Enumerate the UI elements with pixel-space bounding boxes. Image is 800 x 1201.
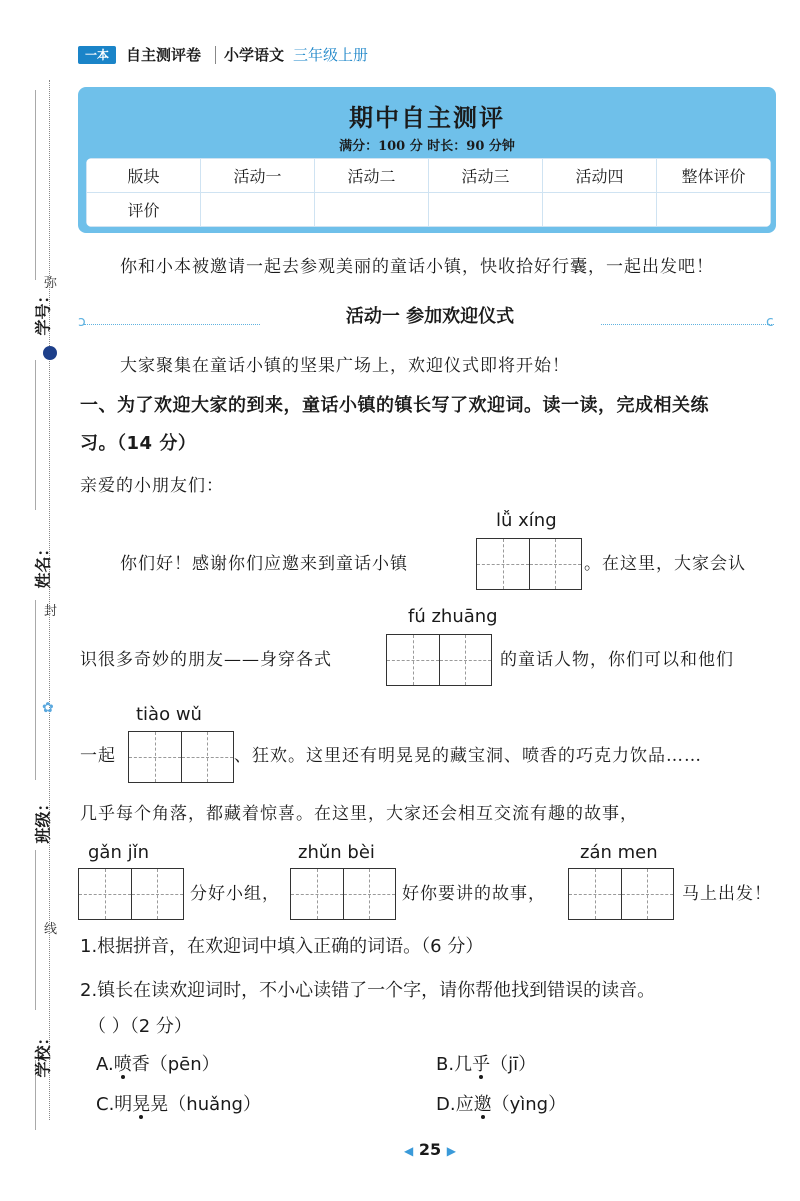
letter-text: 好你要讲的故事，	[402, 884, 546, 904]
pinyin-label: fú zhuāng	[408, 606, 498, 627]
table-header-cell: 整体评价	[657, 159, 771, 193]
answer-blank[interactable]: （ ）（2 分）	[88, 1016, 192, 1037]
score-cell[interactable]	[201, 193, 315, 227]
flower-icon: ✿	[42, 700, 54, 716]
pinyin-label: zán men	[580, 842, 658, 863]
letter-text: 分好小组，	[190, 884, 280, 904]
margin-line	[35, 850, 36, 1010]
score-cell[interactable]	[543, 193, 657, 227]
letter-text: 几乎每个角落，都藏着惊喜。在这里，大家还会相互交流有趣的故事，	[80, 804, 638, 824]
page-number-value: 25	[418, 1140, 442, 1159]
answer-box[interactable]	[568, 868, 674, 920]
brand-logo: 一本	[78, 46, 116, 64]
option-suffix: 晃（huǎng）	[150, 1094, 261, 1115]
answer-box[interactable]	[128, 731, 234, 783]
series-name: 自主测评卷	[126, 46, 202, 64]
dotted-char: 喷	[113, 1054, 132, 1075]
option-prefix: B.几	[436, 1054, 473, 1075]
answer-box[interactable]	[78, 868, 184, 920]
letter-text: 、狂欢。这里还有明晃晃的藏宝洞、喷香的巧克力饮品……	[234, 746, 702, 766]
option-b[interactable]	[436, 1052, 536, 1078]
class-label: 班级：	[33, 795, 53, 844]
letter-text: 马上出发！	[682, 884, 772, 904]
option-suffix: （jī）	[490, 1054, 537, 1075]
score-cell[interactable]	[657, 193, 771, 227]
answer-box[interactable]	[290, 868, 396, 920]
letter-text: 识很多奇妙的朋友——身穿各式	[80, 650, 332, 670]
student-name-label: 姓名：	[33, 540, 53, 589]
table-header-cell: 活动一	[201, 159, 315, 193]
subject-name: 小学语文	[224, 46, 285, 64]
answer-box[interactable]	[386, 634, 492, 686]
dotted-char: 邀	[473, 1094, 492, 1115]
sub-question-2: 2.镇长在读欢迎词时，不小心读错了一个字，请你帮他找到错误的读音。	[80, 980, 656, 1001]
margin-line	[35, 600, 36, 780]
grade-name: 三年级上册	[293, 46, 369, 64]
option-c[interactable]	[96, 1092, 261, 1118]
pinyin-label: lǚ xíng	[496, 510, 557, 531]
letter-text: 一起	[80, 746, 116, 766]
option-prefix: A.	[96, 1054, 114, 1075]
pinyin-label: gǎn jǐn	[88, 842, 149, 863]
dotted-char: 乎	[472, 1054, 491, 1075]
option-d[interactable]	[436, 1092, 566, 1118]
letter-greeting: 亲爱的小朋友们：	[80, 476, 224, 496]
table-header-cell: 版块	[87, 159, 201, 193]
option-suffix: （yìng）	[491, 1094, 567, 1115]
student-id-label: 学号：	[33, 287, 53, 336]
intro-text: 你和小本被邀请一起去参观美丽的童话小镇，快收拾好行囊，一起出发吧！	[120, 257, 714, 277]
table-header-cell: 活动三	[429, 159, 543, 193]
sub-question-1: 1.根据拼音，在欢迎词中填入正确的词语。（6 分）	[80, 936, 484, 957]
margin-line	[35, 90, 36, 280]
letter-text: 的童话人物，你们可以和他们	[500, 650, 734, 670]
letter-text: 。在这里，大家会认	[584, 554, 746, 574]
section-lead: 大家聚集在童话小镇的坚果广场上，欢迎仪式即将开始！	[120, 356, 570, 376]
prev-arrow-icon: ◀	[404, 1144, 414, 1158]
letter-text: 你们好！感谢你们应邀来到童话小镇	[120, 554, 408, 574]
answer-box[interactable]	[476, 538, 582, 590]
brand-divider	[215, 46, 216, 64]
curl-icon: c	[766, 314, 774, 330]
section-title: 活动一 参加欢迎仪式	[260, 302, 600, 328]
school-label: 学校：	[33, 1029, 53, 1078]
option-prefix: D.应	[436, 1094, 474, 1115]
seal-char: 弥	[44, 276, 58, 291]
table-row-label: 评价	[87, 193, 201, 227]
table-header-cell: 活动二	[315, 159, 429, 193]
option-suffix: 香（pēn）	[131, 1054, 220, 1075]
next-arrow-icon: ▶	[446, 1144, 456, 1158]
page-number	[380, 1140, 480, 1159]
curl-icon: ↄ	[78, 314, 86, 330]
question-1: 一、为了欢迎大家的到来，童话小镇的镇长写了欢迎词。读一读，完成相关练	[80, 395, 709, 416]
binding-hole	[43, 346, 57, 360]
score-cell[interactable]	[315, 193, 429, 227]
margin-line	[35, 360, 36, 510]
table-header-cell: 活动四	[543, 159, 657, 193]
exam-meta: 满分：100 分 时长：90 分钟	[339, 139, 515, 154]
seal-char: 封	[44, 604, 58, 619]
score-cell[interactable]	[429, 193, 543, 227]
pinyin-label: tiào wǔ	[136, 704, 202, 725]
score-table	[86, 158, 771, 227]
dotted-char: 晃	[132, 1094, 151, 1115]
option-a[interactable]	[96, 1052, 220, 1078]
exam-title: 期中自主测评	[349, 104, 505, 132]
question-1-cont: 习。（14 分）	[80, 433, 197, 454]
seal-char: 线	[44, 922, 58, 937]
option-prefix: C.明	[96, 1094, 133, 1115]
pinyin-label: zhǔn bèi	[298, 842, 375, 863]
